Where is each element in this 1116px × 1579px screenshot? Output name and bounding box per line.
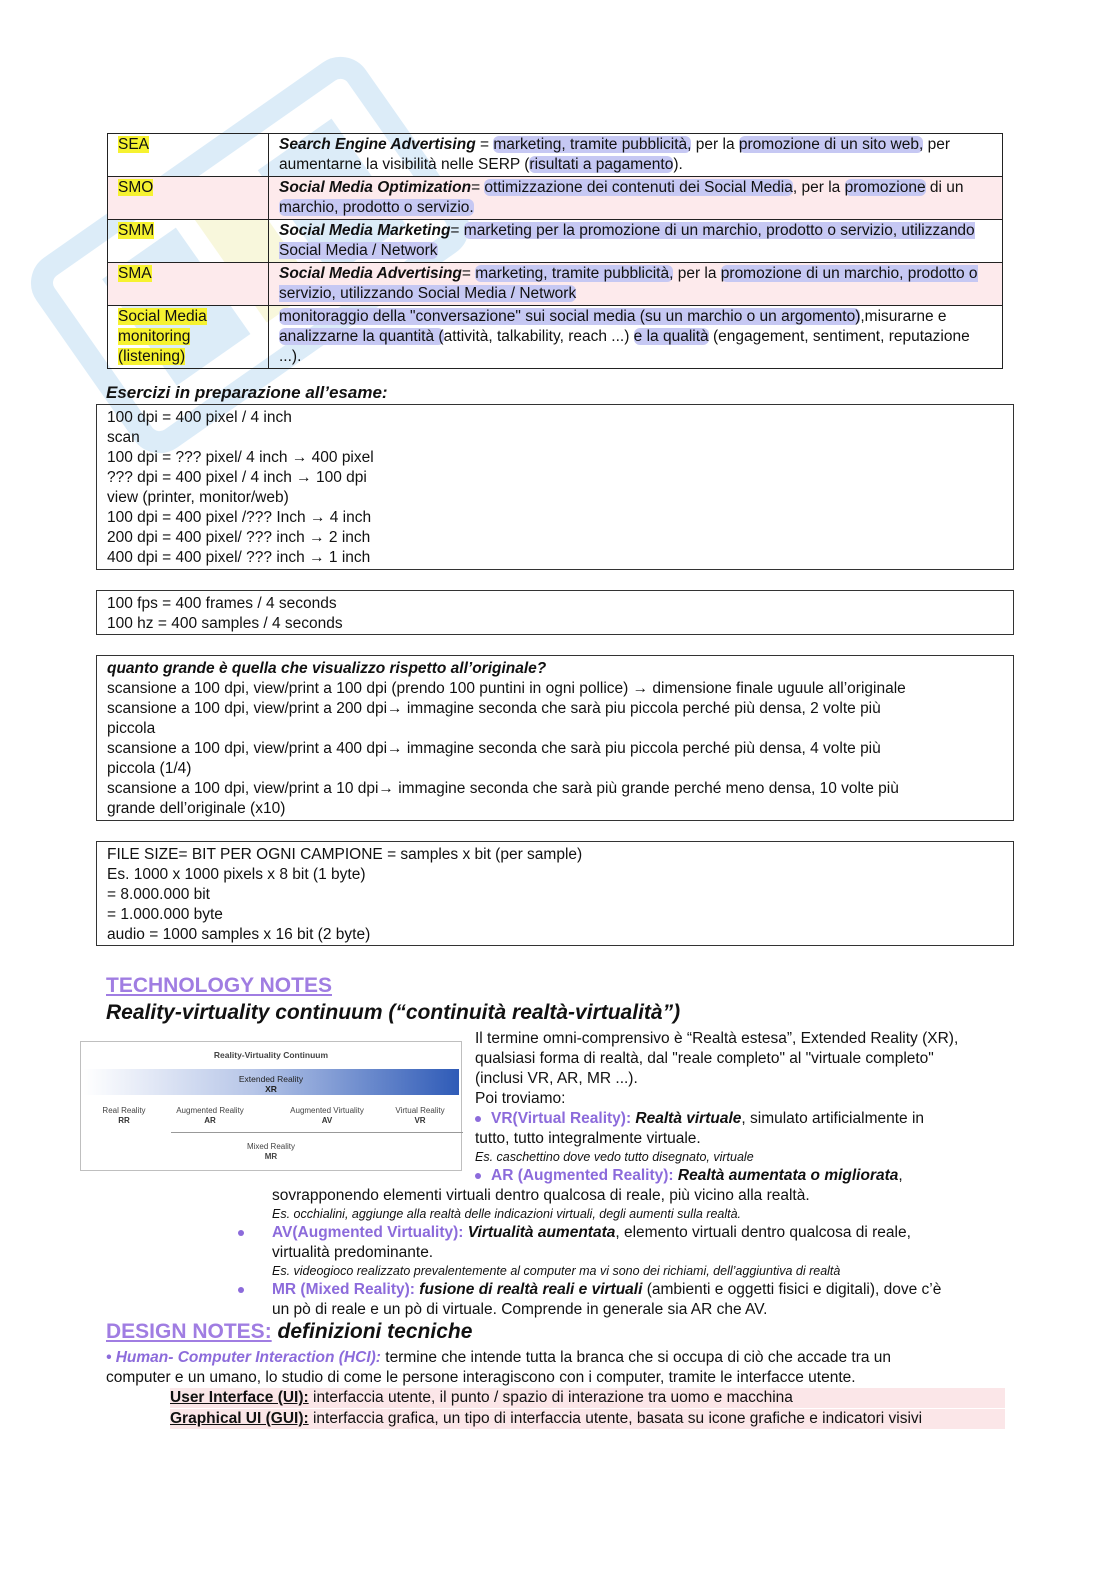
reality-virtuality-diagram: [80, 1041, 462, 1171]
vr-bullet: VR(Virtual Reality): Realtà virtuale, simulato artificialmente in tutto, tutto integralmente virtuale. Es. caschettino dove vedo tutto disegnato, virtuale: [475, 1110, 925, 1164]
box-line: scansione a 100 dpi, view/print a 200 dpi→ immagine seconda che sarà piu piccola perché più densa, 2 volte più: [107, 700, 881, 717]
definition-row: [108, 220, 1003, 263]
box-line: piccola (1/4): [107, 760, 192, 777]
box-line: scansione a 100 dpi, view/print a 10 dpi→ immagine seconda che sarà più grande perché meno densa, 10 volte più: [107, 780, 899, 797]
diagram-col-rr: Real Reality RR: [102, 1106, 146, 1125]
definition-term: SMM: [108, 220, 269, 263]
box-line: Es. 1000 x 1000 pixels x 8 bit (1 byte): [107, 866, 366, 883]
reality-virtuality-heading: Reality-virtuality continuum (“continuità realtà-virtualità”): [106, 1001, 681, 1024]
gui-definition: Graphical UI (GUI): interfaccia grafica, un tipo di interfaccia utente, basata su icone grafiche e indicatori visivi: [170, 1409, 1005, 1429]
ui-definition: User Interface (UI): interfaccia utente, il punto / spazio di interazione tra uomo e macchina: [170, 1388, 1005, 1408]
box-line: audio = 1000 samples x 16 bit (2 byte): [107, 926, 371, 943]
definition-text: Search Engine Advertising = marketing, tramite pubblicità, per la promozione di un sito web, per aumentarne la visibilità nelle SERP (risultati a pagamento).: [269, 134, 1003, 177]
file-size-box: [96, 841, 1014, 946]
definition-text: monitoraggio della "conversazione" sui social media (su un marchio o un argomento),misurarne e analizzarne la quantità (attività, talkability, reach ...) e la qualità (engagement, sentiment, reputazione ...).: [269, 306, 1003, 369]
band-label: Extended Reality: [238, 1074, 304, 1084]
definition-text: Social Media Marketing= marketing per la promozione di un marchio, prodotto o servizio, utilizzando Social Media / Network: [269, 220, 1003, 263]
definition-row: [108, 263, 1003, 306]
bullet-dot-icon: [238, 1287, 244, 1293]
design-notes-heading: DESIGN NOTES: definizioni tecniche: [106, 1320, 473, 1343]
box-line: 100 fps = 400 frames / 4 seconds: [107, 595, 337, 612]
av-bullet: AV(Augmented Virtuality): Virtualità aumentata, elemento virtuali dentro qualcosa di reale, virtualità predominante. Es. videogioco realizzato prevalentemente al computer ma vi sono dei richiami, dell’aggiuntiva di realtà: [238, 1223, 911, 1279]
diagram-divider: [171, 1132, 463, 1133]
definition-term: SMA: [108, 263, 269, 306]
box-line: FILE SIZE= BIT PER OGNI CAMPIONE = samples x bit (per sample): [107, 846, 583, 863]
box-line: 100 dpi = 400 pixel /??? Inch → 4 inch: [107, 509, 372, 526]
diagram-col-av: Augmented Virtuality AV: [290, 1106, 364, 1125]
ar-bullet: AR (Augmented Reality): Realtà aumentata o migliorata,: [475, 1166, 903, 1186]
fps-exercise-box: [96, 590, 1014, 635]
diagram-col-ar: Augmented Reality AR: [176, 1106, 244, 1125]
box-line: = 1.000.000 byte: [107, 906, 223, 923]
definitions-table: [107, 133, 1003, 369]
definition-row: [108, 134, 1003, 177]
extended-reality-band: [83, 1069, 459, 1095]
box-line: 100 hz = 400 samples / 4 seconds: [107, 615, 343, 632]
diagram-title: Reality-Virtuality Continuum: [213, 1050, 329, 1060]
definition-text: Social Media Advertising= marketing, tramite pubblicità, per la promozione di un marchio, prodotto o servizio, utilizzando Social Media / Network: [269, 263, 1003, 306]
box-line: 200 dpi = 400 pixel/ ??? inch → 2 inch: [107, 529, 371, 546]
band-abbr: XR: [265, 1084, 277, 1094]
definition-term: Social Media monitoring (listening): [108, 306, 269, 369]
box-line: 100 dpi = ??? pixel/ 4 inch → 400 pixel: [107, 449, 374, 466]
box-line: view (printer, monitor/web): [107, 489, 289, 506]
box-line: scansione a 100 dpi, view/print a 400 dpi→ immagine seconda che sarà piu piccola perché più densa, 4 volte più: [107, 740, 881, 757]
box-line: grande dell’originale (x10): [107, 800, 286, 817]
size-exercise-box: [96, 655, 1014, 821]
box-line: scansione a 100 dpi, view/print a 100 dpi (prendo 100 puntini in ogni pollice) → dimensione finale uguule all’originale: [107, 680, 906, 697]
bullet-dot-icon: [238, 1230, 244, 1236]
box-line: scan: [107, 429, 140, 446]
definition-text: Social Media Optimization= ottimizzazione dei contenuti dei Social Media, per la promozione di un marchio, prodotto o servizio.: [269, 177, 1003, 220]
exercises-heading: Esercizi in preparazione all’esame:: [106, 383, 388, 402]
diagram-col-vr: Virtual Reality VR: [395, 1106, 445, 1125]
technology-notes-heading: TECHNOLOGY NOTES: [106, 974, 332, 997]
box-line: piccola: [107, 720, 156, 737]
size-question: quanto grande è quella che visualizzo rispetto all’originale?: [107, 660, 547, 677]
definition-row: [108, 177, 1003, 220]
mr-bullet: MR (Mixed Reality): fusione di realtà reali e virtuali (ambienti e oggetti fisici e digitali), dove c’è un pò di reale e un pò di virtuale. Comprende in generale sia AR che AV.: [238, 1280, 941, 1320]
definition-term: SEA: [108, 134, 269, 177]
ar-bullet-continued: sovrapponendo elementi virtuali dentro qualcosa di reale, più vicino alla realtà. Es. occhialini, aggiunge alla realtà delle indicazioni virtuali, degli aumenti sulla realtà.: [272, 1187, 810, 1221]
hci-definition: • Human- Computer Interaction (HCI): termine che intende tutta la branca che si occupa di ciò che accade tra un computer e un umano, lo studio di come le persone interagiscono con i computer, tramite le interfacce utente.: [106, 1349, 892, 1386]
diagram-mixed-reality: Mixed Reality MR: [246, 1142, 295, 1161]
xr-intro: Il termine omni-comprensivo è “Realtà estesa”, Extended Reality (XR), qualsiasi forma di realtà, dal "reale completo" al "virtuale completo" (inclusi VR, AR, MR ...). Poi troviamo:: [475, 1030, 959, 1107]
box-line: 400 dpi = 400 pixel/ ??? inch → 1 inch: [107, 549, 371, 566]
definition-row: [108, 306, 1003, 369]
dpi-exercise-box: [96, 404, 1014, 570]
box-line: ??? dpi = 400 pixel / 4 inch → 100 dpi: [107, 469, 367, 486]
bullet-dot-icon: [475, 1173, 481, 1179]
definition-term: SMO: [108, 177, 269, 220]
bullet-dot-icon: [475, 1116, 481, 1122]
box-line: = 8.000.000 bit: [107, 886, 210, 903]
box-line: 100 dpi = 400 pixel / 4 inch: [107, 409, 292, 426]
